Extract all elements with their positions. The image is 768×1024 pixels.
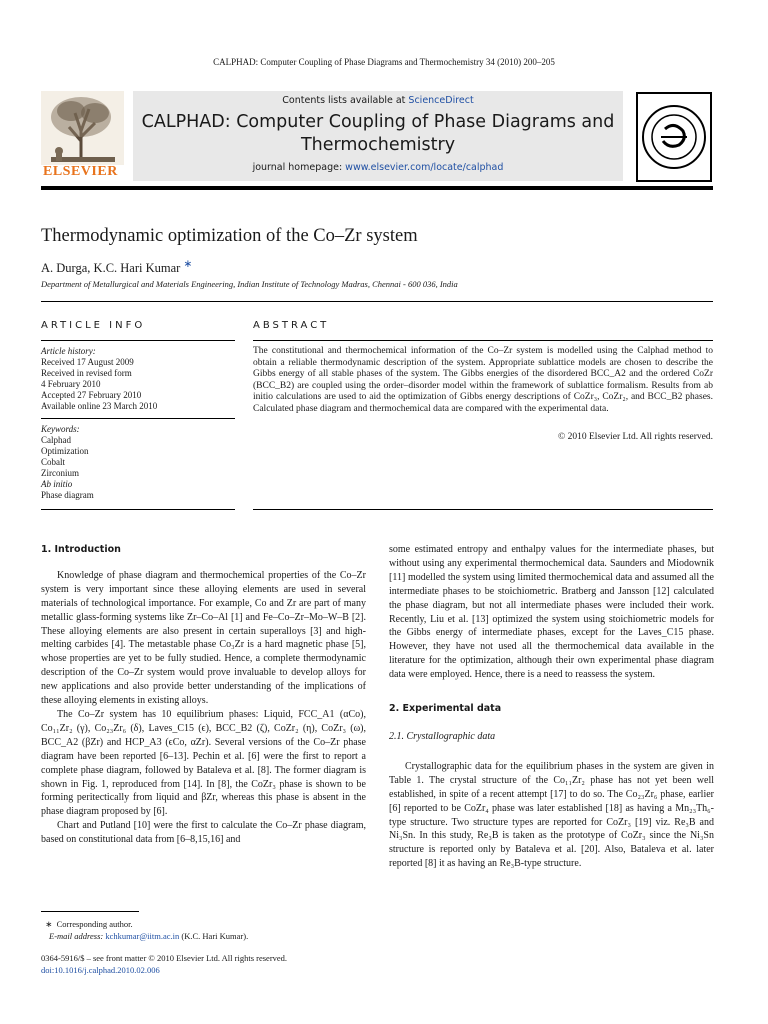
info-end-rule bbox=[41, 509, 235, 510]
journal-title: CALPHAD: Computer Coupling of Phase Diagrams and Thermochemistry bbox=[141, 112, 615, 155]
header-divider bbox=[41, 301, 713, 302]
footnote-mark: ∗ bbox=[45, 919, 53, 929]
footnote-corresponding bbox=[41, 918, 248, 930]
keyword: Phase diagram bbox=[41, 490, 94, 500]
running-head: CALPHAD: Computer Coupling of Phase Diagrams and Thermochemistry 34 (2010) 200–205 bbox=[213, 57, 555, 67]
affiliation: Department of Metallurgical and Materials Engineering, Indian Institute of Technology Madras, Chennai - 600 036, India bbox=[41, 279, 458, 289]
history-label: Article history: bbox=[41, 346, 96, 356]
abstract-text: The constitutional and thermochemical information of the Co–Zr system is modelled using the Calphad method to obtain a reliable thermodynamic description of the system. Appropriate sublattice models are chosen to describe the Gibbs energy of all stable phases of the system. The Gibbs energies of the disordered BCC_A2 and the ordered CoZr (BCC_B2) are coupled using the order–disorder model within the framework of sublattice formalism. Results from ab initio calculations are used to aid the optimization of Gibbs energy descriptions of CoZr₃, CoZr₂, and BCC_B2 phases. Calculated phase diagram and thermochemical data are compared with the experimental data. bbox=[253, 346, 713, 414]
email-link[interactable]: kchkumar@iitm.ac.in bbox=[105, 931, 180, 941]
history-item: Received in revised form bbox=[41, 368, 132, 378]
keyword: Calphad bbox=[41, 435, 71, 445]
article-info-heading: ARTICLE INFO bbox=[41, 320, 146, 331]
doi-link[interactable]: doi:10.1016/j.calphad.2010.02.006 bbox=[41, 965, 160, 975]
article-info-panel bbox=[41, 346, 235, 501]
keywords-rule bbox=[41, 418, 235, 419]
corresponding-mark[interactable]: ∗ bbox=[183, 259, 193, 270]
keyword: Zirconium bbox=[41, 468, 79, 478]
abstract-end-rule bbox=[253, 509, 713, 510]
calphad-seal-icon bbox=[635, 91, 713, 183]
intro-paragraph-2: The Co–Zr system has 10 equilibrium phases: Liquid, FCC_A1 (αCo), Co₁₁Zr₂ (γ), Co₂₃Zr₆ (δ), Laves_C15 (ϵ), BCC_B2 (ζ), CoZr₂ (η), CoZr₃ (ω), BCC_A2 (βZr) and HCP_A3 (ϵCo, αZr). Several versions of the Co–Zr phase diagram have been reported [6–13]. Pechin et al. [6] were the first to report a complete phase diagram, followed by Bataleva et al. [8]. The former diagram is shown in Fig. 1, reproduced from [14]. In [8], the CoZr₃ phase is shown to be forming peritectically from liquid and βZr, whereas this phase is absent in the phase diagram proposed by [6]. bbox=[41, 708, 366, 818]
calphad-seal bbox=[635, 91, 713, 183]
footnote-email-line bbox=[41, 930, 248, 942]
authors bbox=[41, 258, 192, 276]
history-item: 4 February 2010 bbox=[41, 379, 101, 389]
body-column-left bbox=[41, 543, 366, 847]
intro-paragraph-1: Knowledge of phase diagram and thermochemical properties of the Co–Zr system is very important since these alloying elements are used in several materials of technological importance. For example, Co and Zr are part of many metallic glass-forming systems like Zr–Co–Al [1] and Fe–Co–Zr–Mo–W–B [2]. These alloying elements are also present in certain superalloys [3] and high-melting carbides [4]. The metastable phase Co₃Zr is a hard magnetic phase [5], whose properties are yet to be fully studied. Hence, a complete thermodynamic description of the Co–Zr system would prove invaluable to develop alloys for new applications and also provide better understanding of the implications of these alloying elements in existing alloys. bbox=[41, 569, 366, 707]
subsection-heading-crystallographic: 2.1. Crystallographic data bbox=[389, 730, 496, 742]
abstract-heading: ABSTRACT bbox=[253, 320, 330, 331]
history-item: Accepted 27 February 2010 bbox=[41, 390, 142, 400]
homepage-line bbox=[133, 162, 623, 173]
keyword: Cobalt bbox=[41, 457, 65, 467]
masthead-rule bbox=[41, 186, 713, 190]
elsevier-logo bbox=[41, 91, 124, 183]
issn-line: 0364-5916/$ – see front matter © 2010 Elsevier Ltd. All rights reserved. bbox=[41, 953, 288, 963]
email-suffix: (K.C. Hari Kumar). bbox=[179, 931, 249, 941]
email-label: E-mail address: bbox=[49, 931, 106, 941]
intro-paragraph-continued: some estimated entropy and enthalpy values for the intermediate phases, but without using any experimental thermochemical data. Saunders and Miodownik [11] modelled the system using limited thermochemical data and assumed all the intermediate phases to be stoichiometric. Bratberg and Jansson [12] calculated the phase diagram, but not all intermediate phases were included their work. Recently, Liu et al. [13] optimized the system using stoichiometric models for the Gibbs energy of intermediate phases, except for the Laves_C15 phase. However, they have not used all the thermochemical data available in the literature for the optimization, although their own experimental phase diagram data were employed. Hence, there is a need to reassess the system. bbox=[389, 544, 714, 681]
front-matter bbox=[41, 952, 287, 976]
history-item: Available online 23 March 2010 bbox=[41, 401, 158, 411]
intro-paragraph-3: Chart and Putland [10] were the first to calculate the Co–Zr phase diagram, based on constitutional data from [6–8,15,16] and bbox=[41, 820, 366, 846]
contents-prefix: Contents lists available at bbox=[282, 95, 409, 106]
author-list: A. Durga, K.C. Hari Kumar bbox=[41, 261, 181, 276]
history-item: Received 17 August 2009 bbox=[41, 357, 134, 367]
keyword: Optimization bbox=[41, 446, 89, 456]
keywords-label: Keywords: bbox=[41, 424, 80, 434]
keyword: Ab initio bbox=[41, 479, 73, 489]
section-heading-introduction: 1. Introduction bbox=[41, 544, 121, 555]
section-heading-experimental: 2. Experimental data bbox=[389, 703, 502, 715]
homepage-prefix: journal homepage: bbox=[252, 162, 346, 173]
footnote-rule bbox=[41, 911, 139, 912]
body-column-right bbox=[389, 543, 714, 871]
journal-header-box bbox=[133, 91, 623, 181]
contents-line bbox=[133, 95, 623, 106]
homepage-link[interactable]: www.elsevier.com/locate/calphad bbox=[345, 162, 504, 173]
sciencedirect-link[interactable]: ScienceDirect bbox=[408, 95, 474, 106]
publisher-name: ELSEVIER bbox=[43, 164, 118, 179]
article-info-rule bbox=[41, 340, 235, 341]
footnote-corresponding-text: Corresponding author. bbox=[56, 919, 133, 929]
crystallographic-paragraph: Crystallographic data for the equilibrium phases in the system are given in Table 1. The crystal structure of the Co₁₁Zr₂ phase has not yet been well established, in spite of a recent attempt [17] to do so. The Co₂₃Zr₆ phase, earlier [6] reported to be CoZr₄ phase was later established [18] as having a Mn₂₃Th₆-type structure. Two structure types are reported for CoZr₃ [19] viz. Re₃B and Ni₃Sn. In this study, Re₃B is taken as the prototype of CoZr₃ since the Ni₃Sn structure is reported only by Bataleva et al. [20]. Also, Bataleva et al. later reported [8] it as having an Re₃B-type structure. bbox=[389, 760, 714, 870]
copyright: © 2010 Elsevier Ltd. All rights reserved. bbox=[558, 432, 713, 442]
paper-title: Thermodynamic optimization of the Co–Zr system bbox=[41, 226, 418, 246]
abstract-rule bbox=[253, 340, 713, 341]
journal-masthead bbox=[41, 91, 713, 186]
footnote bbox=[41, 918, 248, 942]
